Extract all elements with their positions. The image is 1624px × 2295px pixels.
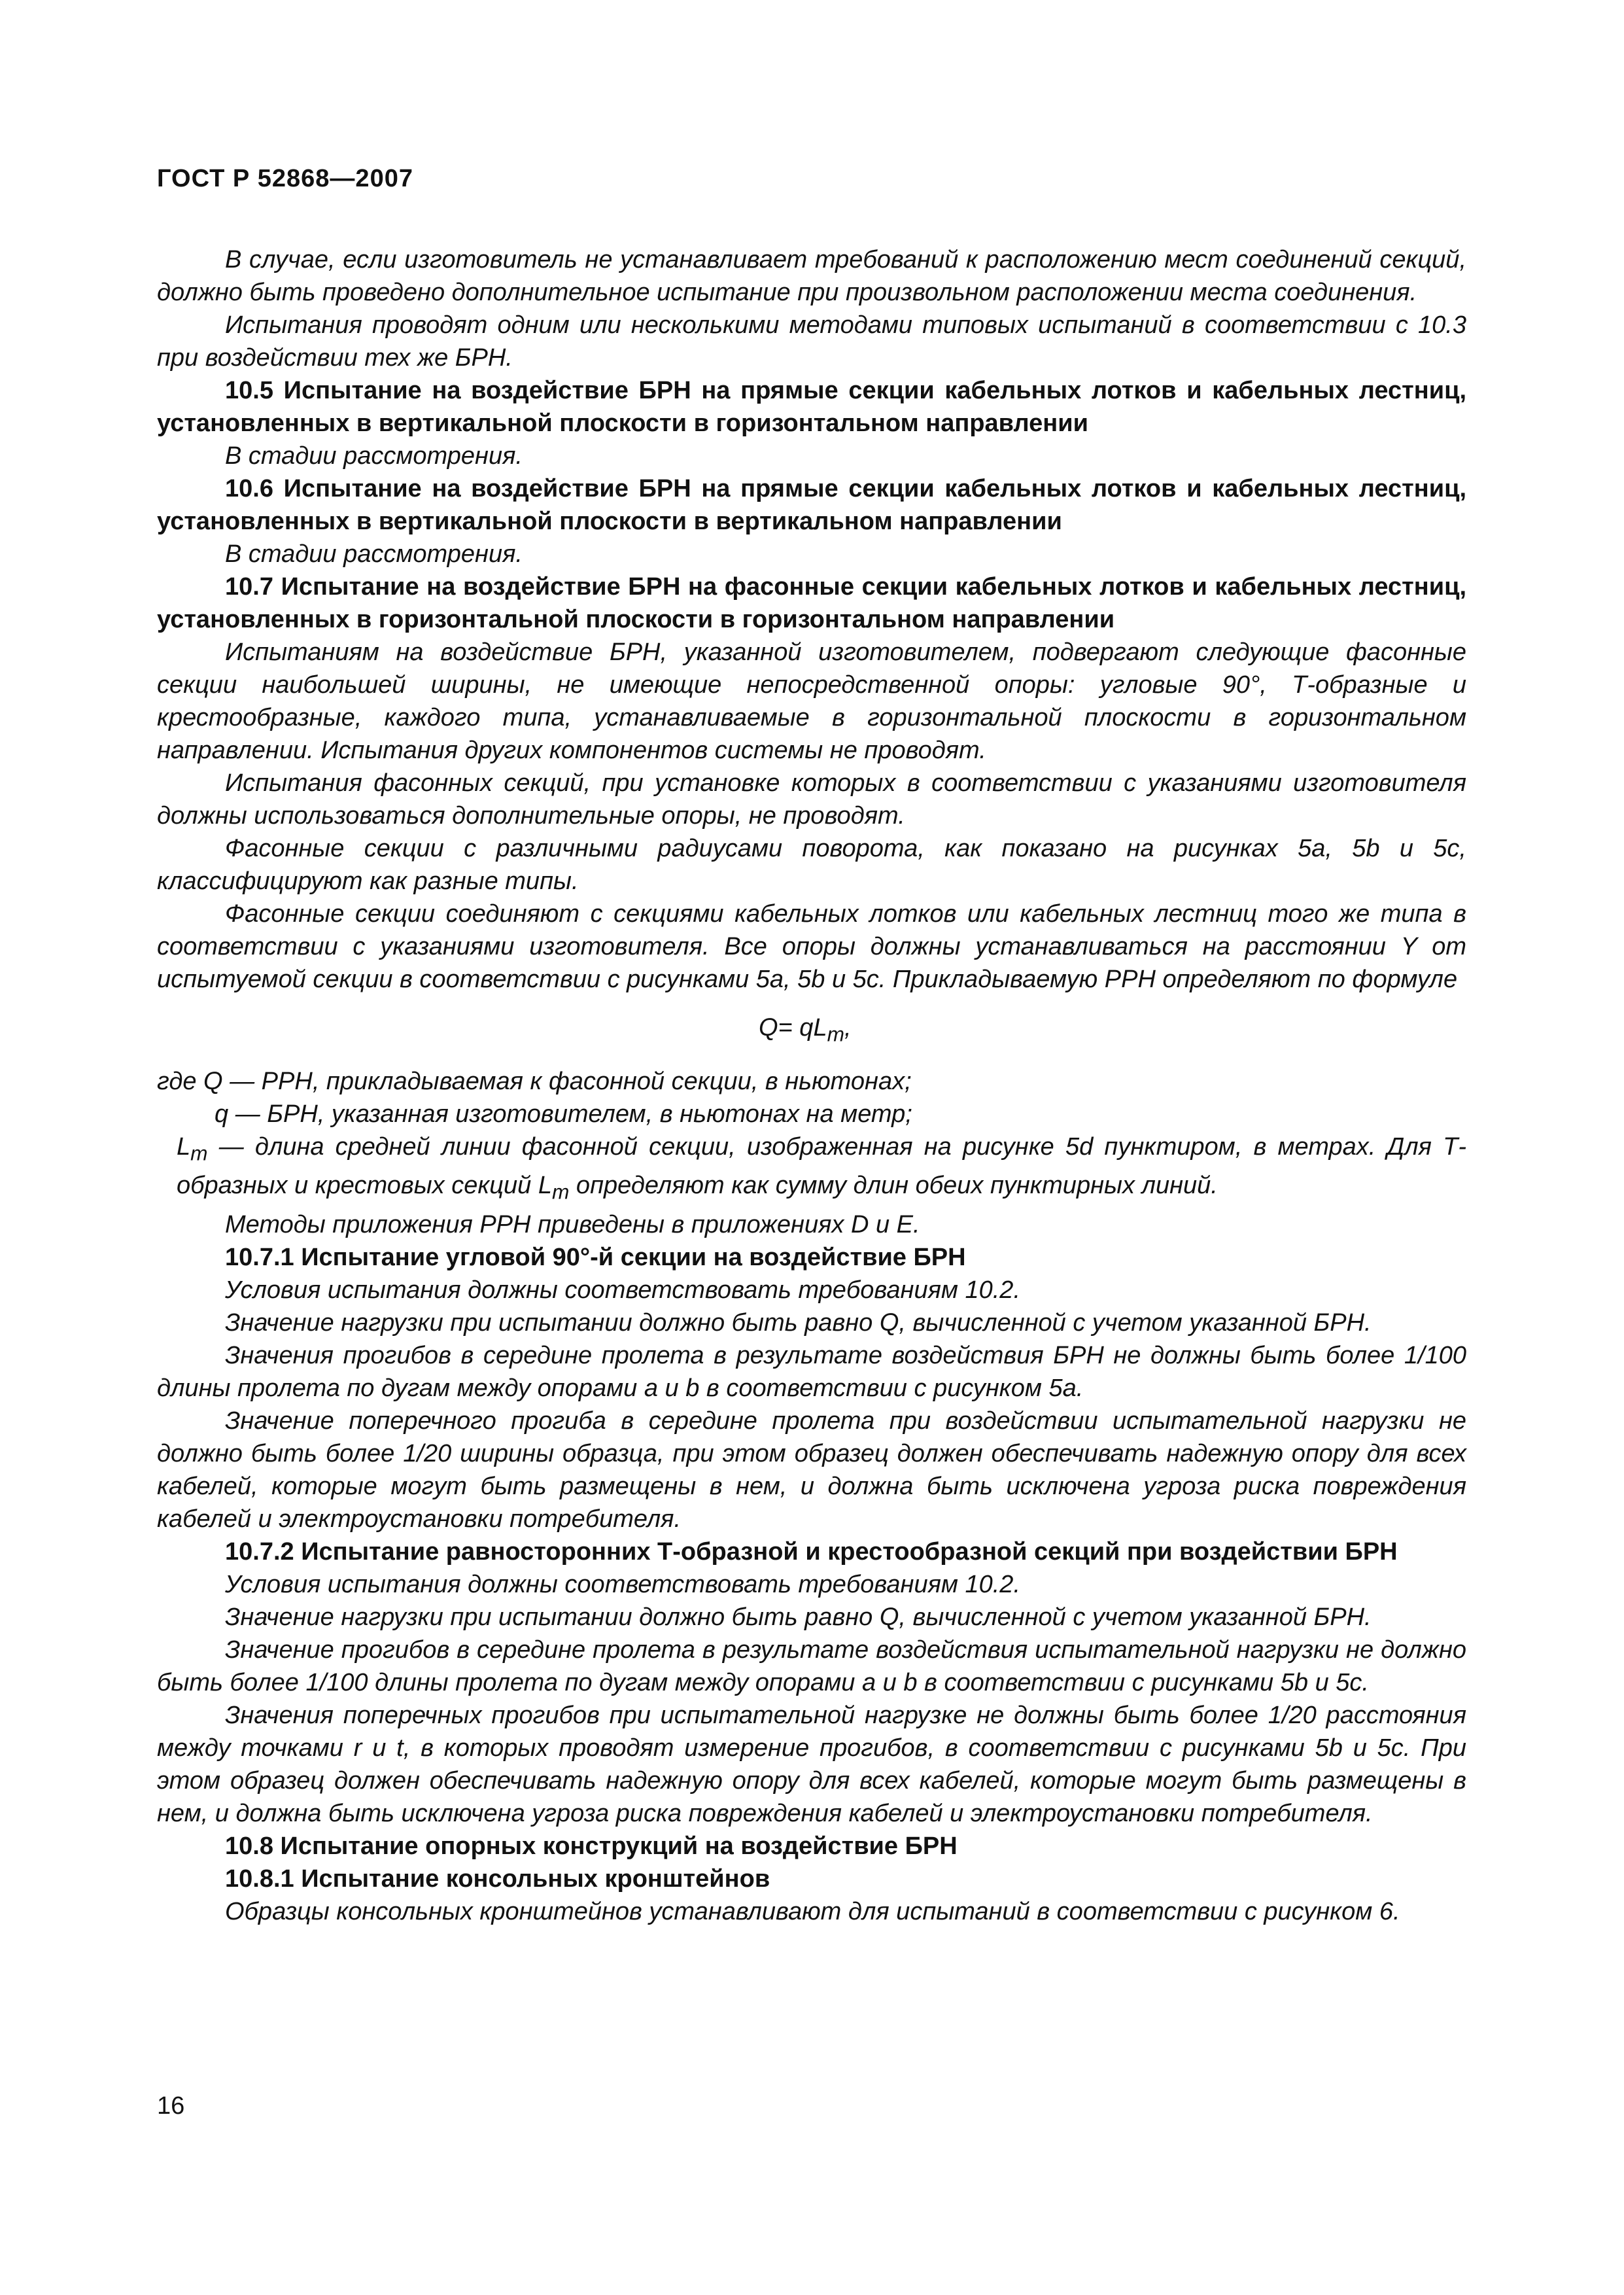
paragraph: Значения прогибов в середине пролета в результате воздействия БРН не должны быть более 1/100 длины пролета по дугам между опорами а и b в соответствии с рисунком 5а. <box>157 1341 1466 1402</box>
paragraph: В случае, если изготовитель не устанавливает требований к расположению мест соединений секций, должно быть проведено дополнительное испытание при произвольном расположении места соединения. <box>157 246 1466 306</box>
lm-text-b: определяют как сумму длин обеих пунктирных линий. <box>569 1172 1218 1200</box>
formula-lhs: Q= qL <box>759 1014 827 1042</box>
section-heading-10-6: 10.6 Испытание на воздействие БРН на прямые секции кабельных лотков и кабельных лестниц, установленных в вертикальной плоскости в вертикальном направлении <box>157 475 1466 535</box>
paragraph: Методы приложения РРН приведены в приложениях D и Е. <box>225 1210 920 1238</box>
lm-subscript-2: m <box>552 1180 570 1204</box>
paragraph: Испытания проводят одним или несколькими методами типовых испытаний в соответствии с 10.3 при воздействии тех же БРН. <box>157 311 1466 372</box>
section-heading-10-8: 10.8 Испытание опорных конструкций на воздействие БРН <box>225 1832 958 1860</box>
lm-symbol-2: L <box>538 1172 552 1200</box>
paragraph: Значение нагрузки при испытании должно быть равно Q, вычисленной с учетом указанной БРН. <box>225 1308 1372 1337</box>
document-header: ГОСТ Р 52868—2007 <box>157 165 413 192</box>
lm-symbol: L <box>177 1132 191 1161</box>
definition-lm <box>157 1130 1466 1208</box>
paragraph: Условия испытания должны соответствовать требованиям 10.2. <box>225 1276 1020 1304</box>
page-body <box>157 243 1466 1928</box>
paragraph: Значение нагрузки при испытании должно быть равно Q, вычисленной с учетом указанной БРН. <box>225 1603 1372 1631</box>
paragraph: Значение поперечного прогиба в середине пролета при воздействии испытательной нагрузки не должно быть более 1/20 ширины образца, при этом образец должен обеспечивать надежную опору для всех кабелей, которые могут быть размещены в нем, и должна быть исключена угроза риска повреждения кабелей и электроустановки потребителя. <box>157 1407 1466 1533</box>
paragraph: В стадии рассмотрения. <box>225 540 523 568</box>
section-heading-10-7: 10.7 Испытание на воздействие БРН на фасонные секции кабельных лотков и кабельных лестниц, установленных в горизонтальной плоскости в горизонтальном направлении <box>157 573 1466 633</box>
paragraph: Фасонные секции с различными радиусами поворота, как показано на рисунках 5а, 5b и 5с, классифицируют как разные типы. <box>157 835 1466 895</box>
paragraph: Значение прогибов в середине пролета в результате воздействия испытательной нагрузки не должно быть более 1/100 длины пролета по дугам между опорами а и b в соответствии с рисунками 5b и 5с. <box>157 1636 1466 1696</box>
page-number: 16 <box>157 2092 185 2120</box>
lm-subscript: m <box>190 1141 208 1165</box>
section-heading-10-7-2: 10.7.2 Испытание равносторонних Т-образной и крестообразной секций при воздействии БРН <box>225 1537 1398 1566</box>
formula-subscript: m <box>827 1022 844 1046</box>
paragraph: Фасонные секции соединяют с секциями кабельных лотков или кабельных лестниц того же типа в соответствии с указаниями изготовителя. Все опоры должны устанавливаться на расстоянии Y от испытуемой секции в соответствии с рисунками 5а, 5b и 5с. Прикладываемую РРН определяют по формуле <box>157 900 1466 993</box>
paragraph: Образцы консольных кронштейнов устанавливают для испытаний в соответствии с рисунком 6. <box>225 1897 1400 1925</box>
section-heading-10-8-1: 10.8.1 Испытание консольных кронштейнов <box>225 1865 770 1893</box>
paragraph: Значения поперечных прогибов при испытательной нагрузке не должны быть более 1/20 расстояния между точками r и t, в которых проводят измерение прогибов, в соответствии с рисунками 5b и 5с. При этом образец должен обеспечивать надежную опору для всех кабелей, которые могут быть размещены в нем, и должна быть исключена угроза риска повреждения кабелей и электроустановки потребителя. <box>157 1701 1466 1827</box>
section-heading-10-5: 10.5 Испытание на воздействие БРН на прямые секции кабельных лотков и кабельных лестниц, установленных в вертикальной плоскости в горизонтальном направлении <box>157 377 1466 437</box>
paragraph: Испытания фасонных секций, при установке которых в соответствии с указаниями изготовителя должны использоваться дополнительные опоры, не проводят. <box>157 769 1466 830</box>
formula-tail: , <box>844 1014 852 1042</box>
paragraph: Условия испытания должны соответствовать требованиям 10.2. <box>225 1570 1020 1598</box>
paragraph: В стадии рассмотрения. <box>225 442 523 470</box>
section-heading-10-7-1: 10.7.1 Испытание угловой 90°-й секции на воздействие БРН <box>225 1243 966 1271</box>
paragraph: Испытаниям на воздействие БРН, указанной изготовителем, подвергают следующие фасонные секции наибольшей ширины, не имеющие непосредственной опоры: угловые 90°, Т-образные и крестообразные, каждого типа, устанавливаемые в горизонтальной плоскости в горизонтальном направлении. Испытания других компонентов системы не проводят. <box>157 639 1466 764</box>
definition-q: где Q — РРН, прикладываемая к фасонной секции, в ньютонах; <box>157 1067 912 1095</box>
lm-text-a: — длина средней линии фасонной секции, изображенная на рисунке 5d пунктиром, в метрах. Для Т-образных и крестовых секций <box>177 1132 1466 1200</box>
definition-small-q: q — БРН, указанная изготовителем, в ньютонах на метр; <box>215 1100 912 1128</box>
formula <box>157 1011 1466 1051</box>
